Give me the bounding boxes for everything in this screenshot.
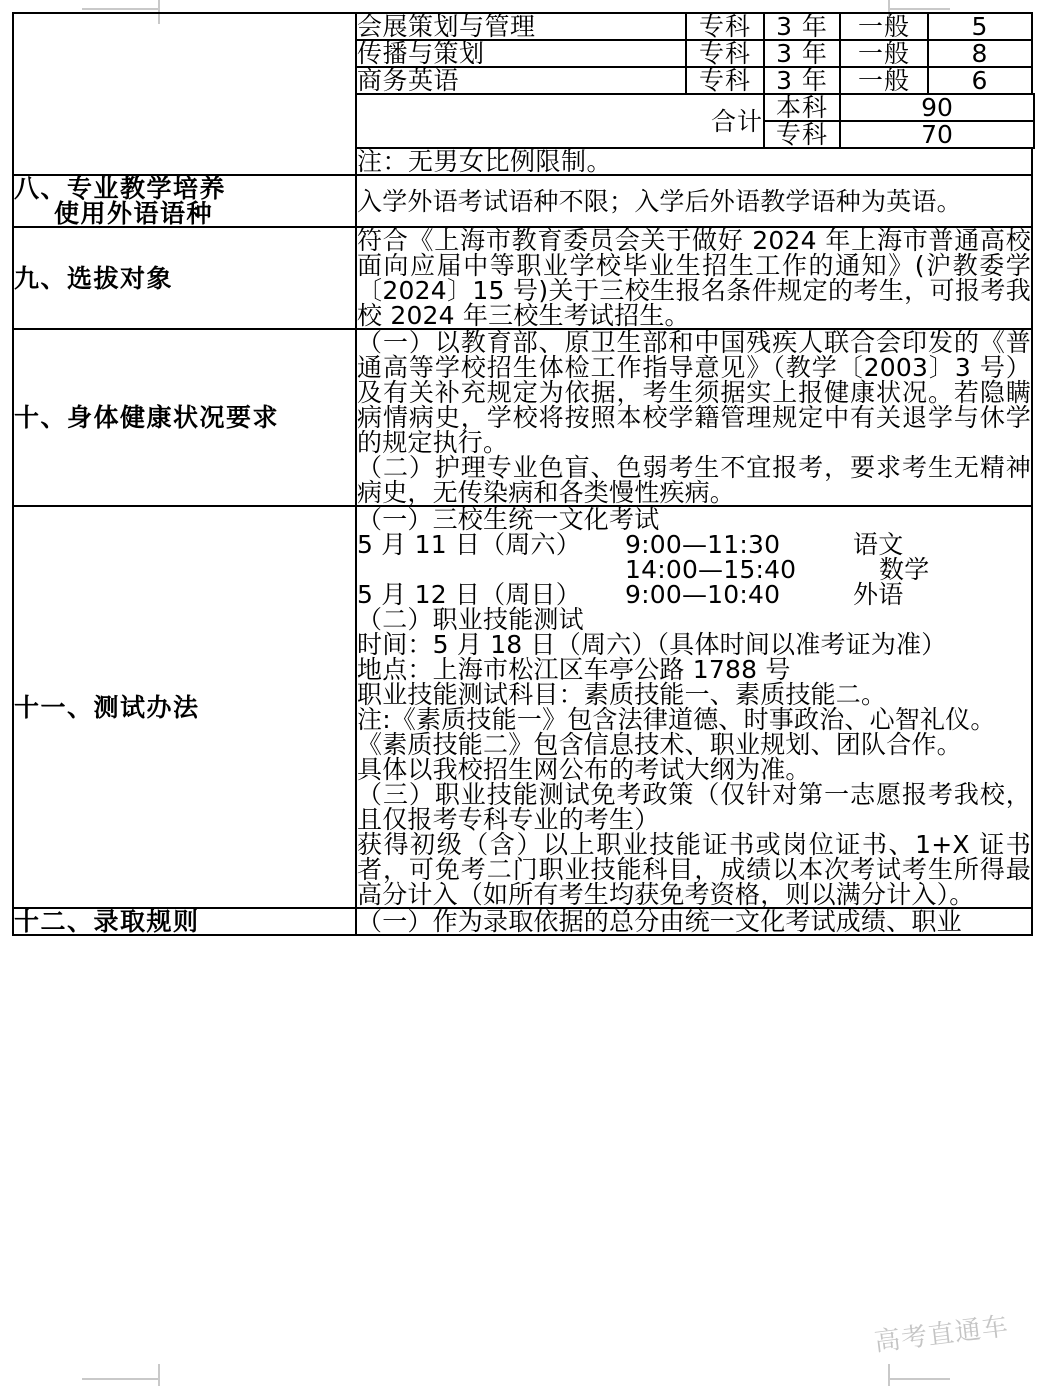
section-body-nine: [356, 227, 1032, 329]
total-label: 合计: [356, 94, 764, 148]
section-body-eleven: [356, 506, 1032, 908]
skills-test-place: 地点：上海市松江区车亭公路 1788 号: [357, 655, 791, 684]
program-category: 一般: [840, 40, 928, 67]
exam-time: 14:00—15:40: [625, 555, 797, 584]
exam-time: 9:00—11:30: [625, 530, 781, 559]
program-name: 商务英语: [356, 67, 686, 94]
total-value-undergraduate: 90: [840, 94, 1034, 121]
health-requirement-paragraph-2: （二）护理专业色盲、色弱考生不宜报考，要求考生无精神病史，无传染病和各类慢性疾病。: [357, 453, 1031, 507]
crop-mark-bottom-right-vertical: [888, 1364, 890, 1386]
exam-subject: 外语: [853, 580, 904, 609]
exam-schedule-row: [357, 557, 1031, 582]
section-label-twelve: 十二、录取规则: [13, 908, 356, 935]
skills-test-note-1: 注:《素质技能一》包含法律道德、时事政治、心智礼仪。: [357, 705, 996, 734]
section-row-nine: [13, 227, 1034, 329]
skills-test-subjects: 职业技能测试科目：素质技能一、素质技能二。: [357, 680, 887, 709]
teaching-language-text: 入学外语考试语种不限；入学后外语教学语种为英语。: [357, 186, 962, 216]
program-level: 专科: [686, 13, 764, 40]
admissions-brochure-table: [12, 12, 1035, 936]
crop-mark-bottom-right-horizontal: [888, 1378, 950, 1380]
exemption-body: 获得初级（含）以上职业技能证书或岗位证书、1+X 证书者，可免考二门职业技能科目，成绩以本次考试考生所得最高分计入（如所有考生均获免考资格，则以满分计入）。: [357, 830, 1031, 909]
section-body-eight: [356, 175, 1032, 227]
section-label-nine: 九、选拔对象: [13, 227, 356, 329]
section-row-eight: [13, 175, 1034, 227]
skills-test-time: 时间：5 月 18 日（周六）（具体时间以准考证为准）: [357, 630, 947, 659]
exam-schedule-row: [357, 582, 1031, 607]
section-row-ten: [13, 329, 1034, 506]
program-level: 专科: [686, 40, 764, 67]
admission-rules-text: （一）作为录取依据的总分由统一文化考试成绩、职业: [357, 907, 962, 936]
table-row: [13, 13, 1034, 40]
section-row-twelve: [13, 908, 1034, 935]
exam-heading-cultural: （一）三校生统一文化考试: [357, 505, 660, 534]
exam-subject: 数学: [879, 555, 930, 584]
exam-schedule-row: [357, 532, 1031, 557]
total-type-vocational: 专科: [764, 121, 840, 148]
section-label-eight-line1: 八、专业教学培养: [14, 174, 227, 203]
section-body-ten: [356, 329, 1032, 506]
crop-mark-bottom-left-horizontal: [82, 1378, 160, 1380]
crop-mark-top-left-horizontal: [82, 8, 160, 10]
exam-date: 5 月 12 日（周日）: [357, 580, 581, 609]
program-level: 专科: [686, 67, 764, 94]
total-value-vocational: 70: [840, 121, 1034, 148]
gender-ratio-note: 注：无男女比例限制。: [356, 148, 1032, 175]
program-count: 6: [928, 67, 1032, 94]
crop-mark-bottom-left-vertical: [158, 1364, 160, 1386]
section-label-ten: 十、身体健康状况要求: [13, 329, 356, 506]
section-body-twelve: [356, 908, 1032, 935]
eligibility-text: 符合《上海市教育委员会关于做好 2024 年上海市普通高校面向应届中等职业学校毕业生招生工作的通知》(沪教委学〔2024〕15 号)关于三校生报名条件规定的考生，可报考我校 2024 年三校生考试招生。: [357, 226, 1031, 330]
section-label-empty: [13, 13, 356, 175]
skills-test-note-2: 《素质技能二》包含信息技术、职业规划、团队合作。: [357, 730, 962, 759]
program-category: 一般: [840, 13, 928, 40]
program-name: 传播与策划: [356, 40, 686, 67]
exam-heading-exemption: （三）职业技能测试免考政策（仅针对第一志愿报考我校，且仅报考专科专业的考生）: [357, 780, 1031, 834]
exam-heading-skills: （二）职业技能测试: [357, 605, 584, 634]
section-label-eleven: 十一、测试办法: [13, 506, 356, 908]
program-count: 5: [928, 13, 1032, 40]
exam-subject: 语文: [853, 530, 904, 559]
program-duration: 3 年: [764, 13, 840, 40]
program-category: 一般: [840, 67, 928, 94]
total-type-undergraduate: 本科: [764, 94, 840, 121]
section-row-eleven: [13, 506, 1034, 908]
crop-mark-top-right-horizontal: [888, 8, 950, 10]
skills-test-note-3: 具体以我校招生网公布的考试大纲为准。: [357, 755, 811, 784]
program-count: 8: [928, 40, 1032, 67]
program-name: 会展策划与管理: [356, 13, 686, 40]
exam-time: 9:00—10:40: [625, 580, 781, 609]
program-duration: 3 年: [764, 67, 840, 94]
exam-date: 5 月 11 日（周六）: [357, 530, 581, 559]
section-label-eight: [13, 175, 356, 227]
section-label-eight-line2: 使用外语语种: [54, 199, 214, 228]
health-requirement-paragraph-1: （一）以教育部、原卫生部和中国残疾人联合会印发的《普通高等学校招生体检工作指导意见》（教学〔2003〕3 号）及有关补充规定为依据，考生须据实上报健康状况。若隐瞒病情病史，学校将按照本校学籍管理规定中有关退学与休学的规定执行。: [357, 328, 1031, 457]
watermark: 高考直通车: [872, 1311, 1011, 1358]
program-duration: 3 年: [764, 40, 840, 67]
